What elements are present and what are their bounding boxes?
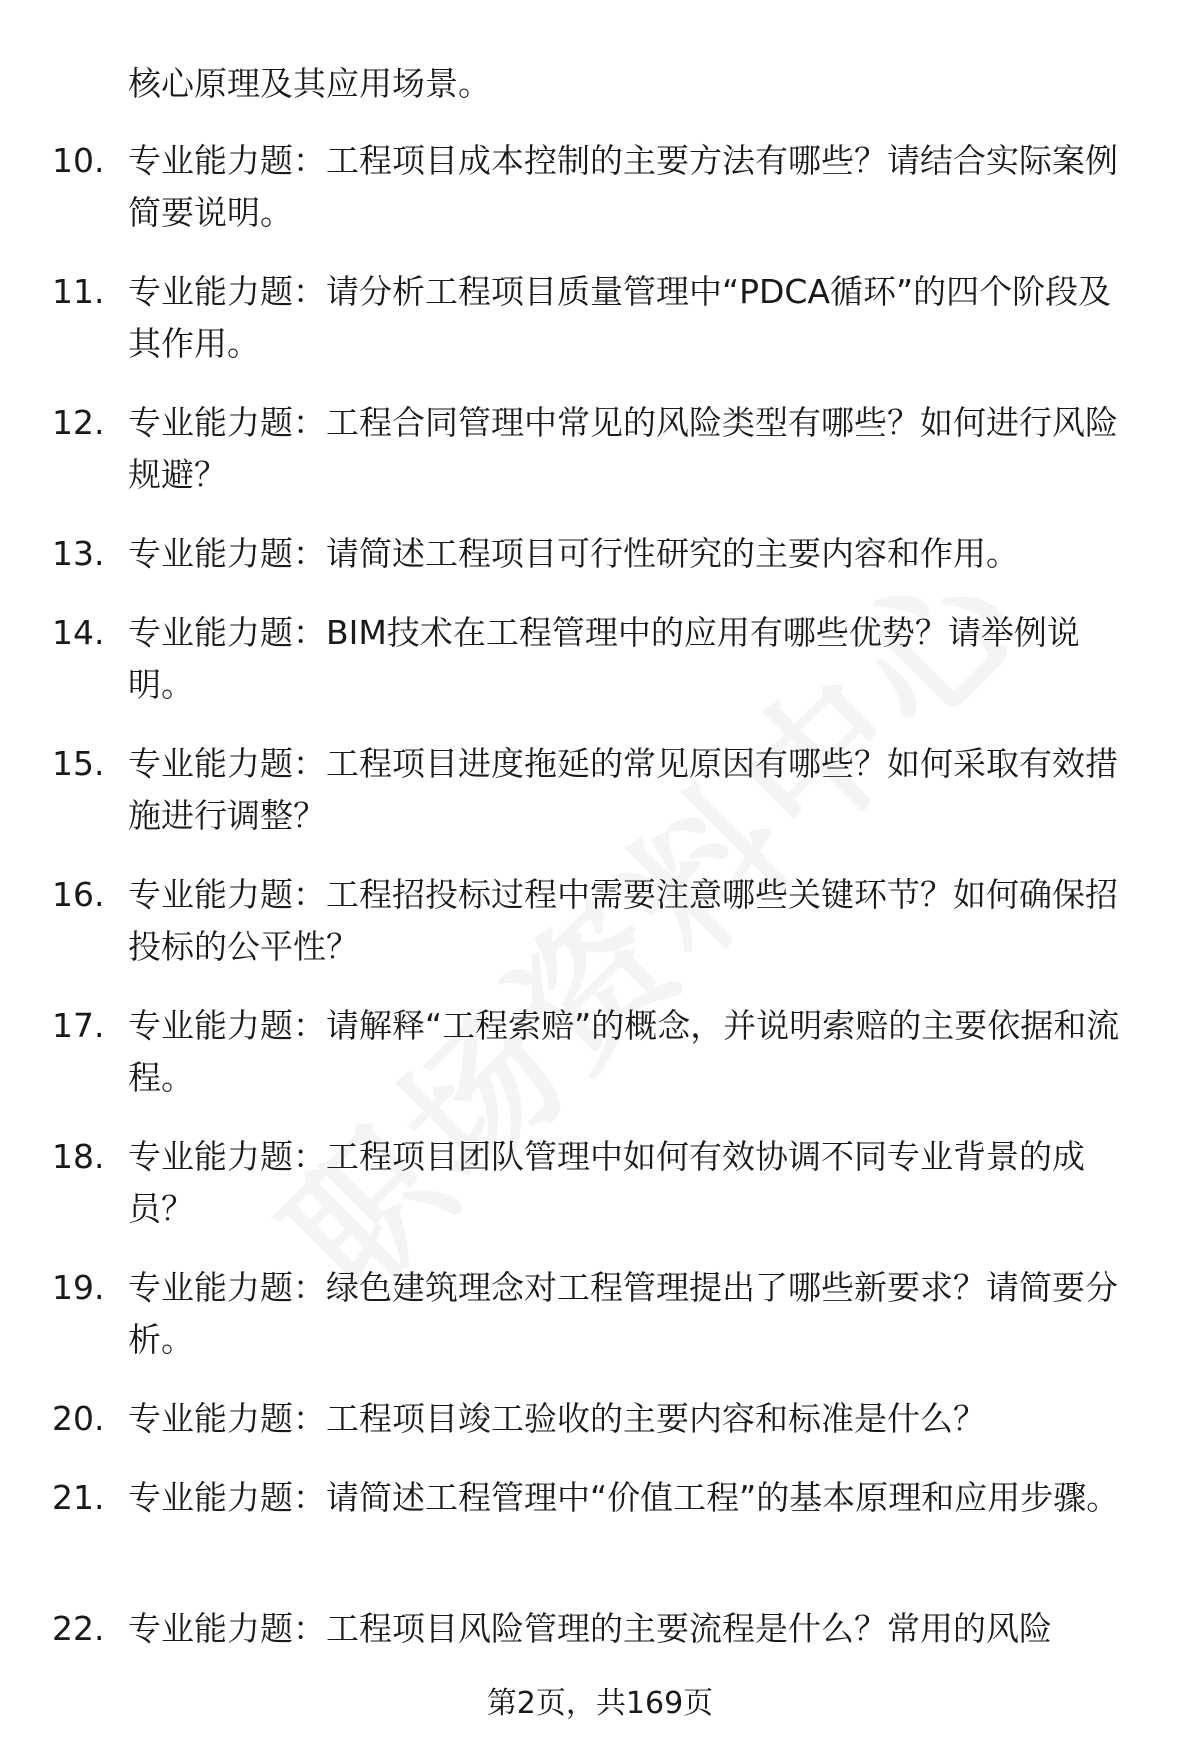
question-text: 专业能力题：工程项目成本控制的主要方法有哪些？请结合实际案例简要说明。	[128, 141, 1118, 232]
continuation-text: 核心原理及其应用场景。	[128, 64, 491, 103]
question-item	[0, 869, 1200, 1000]
question-number: 11.	[52, 272, 105, 311]
question-text: 专业能力题：工程合同管理中常见的风险类型有哪些？如何进行风险规避？	[128, 403, 1118, 494]
question-item	[0, 1262, 1200, 1393]
question-number: 21.	[52, 1478, 105, 1517]
question-text: 专业能力题：工程项目进度拖延的常见原因有哪些？如何采取有效措施进行调整？	[128, 744, 1118, 835]
question-number: 12.	[52, 403, 105, 442]
question-text: 专业能力题：工程招投标过程中需要注意哪些关键环节？如何确保招投标的公平性？	[128, 875, 1118, 966]
question-text: 专业能力题：工程项目竣工验收的主要内容和标准是什么？	[128, 1399, 986, 1438]
question-item	[0, 738, 1200, 869]
question-item	[0, 266, 1200, 397]
question-item	[0, 1472, 1200, 1603]
question-text: 专业能力题：请解释“工程索赔”的概念，并说明索赔的主要依据和流程。	[128, 1006, 1120, 1097]
question-number: 16.	[52, 875, 105, 914]
question-number: 17.	[52, 1006, 105, 1045]
question-number: 18.	[52, 1137, 105, 1176]
question-item	[0, 528, 1200, 607]
question-item	[0, 1393, 1200, 1472]
question-item	[0, 397, 1200, 528]
question-number: 22.	[52, 1609, 105, 1648]
question-item	[0, 1131, 1200, 1262]
question-number: 19.	[52, 1268, 105, 1307]
question-text: 专业能力题：绿色建筑理念对工程管理提出了哪些新要求？请简要分析。	[128, 1268, 1118, 1359]
question-item	[0, 607, 1200, 738]
question-text: 专业能力题：工程项目风险管理的主要流程是什么？常用的风险	[128, 1609, 1052, 1648]
page-footer: 第2页，共169页	[486, 1686, 714, 1721]
question-number: 20.	[52, 1399, 105, 1438]
question-number: 14.	[52, 613, 105, 652]
question-number: 15.	[52, 744, 105, 783]
question-item	[0, 1603, 1200, 1682]
question-number: 10.	[52, 141, 105, 180]
question-text: 专业能力题：请简述工程管理中“价值工程”的基本原理和应用步骤。	[128, 1478, 1120, 1517]
question-number: 13.	[52, 534, 105, 573]
question-item	[0, 135, 1200, 266]
question-text: 专业能力题：工程项目团队管理中如何有效协调不同专业背景的成员？	[128, 1137, 1085, 1228]
question-text: 专业能力题：BIM技术在工程管理中的应用有哪些优势？请举例说明。	[128, 613, 1080, 704]
question-item	[0, 1000, 1200, 1131]
question-text: 专业能力题：请简述工程项目可行性研究的主要内容和作用。	[128, 534, 1019, 573]
question-list	[0, 135, 1200, 1682]
question-text: 专业能力题：请分析工程项目质量管理中“PDCA循环”的四个阶段及其作用。	[128, 272, 1112, 363]
